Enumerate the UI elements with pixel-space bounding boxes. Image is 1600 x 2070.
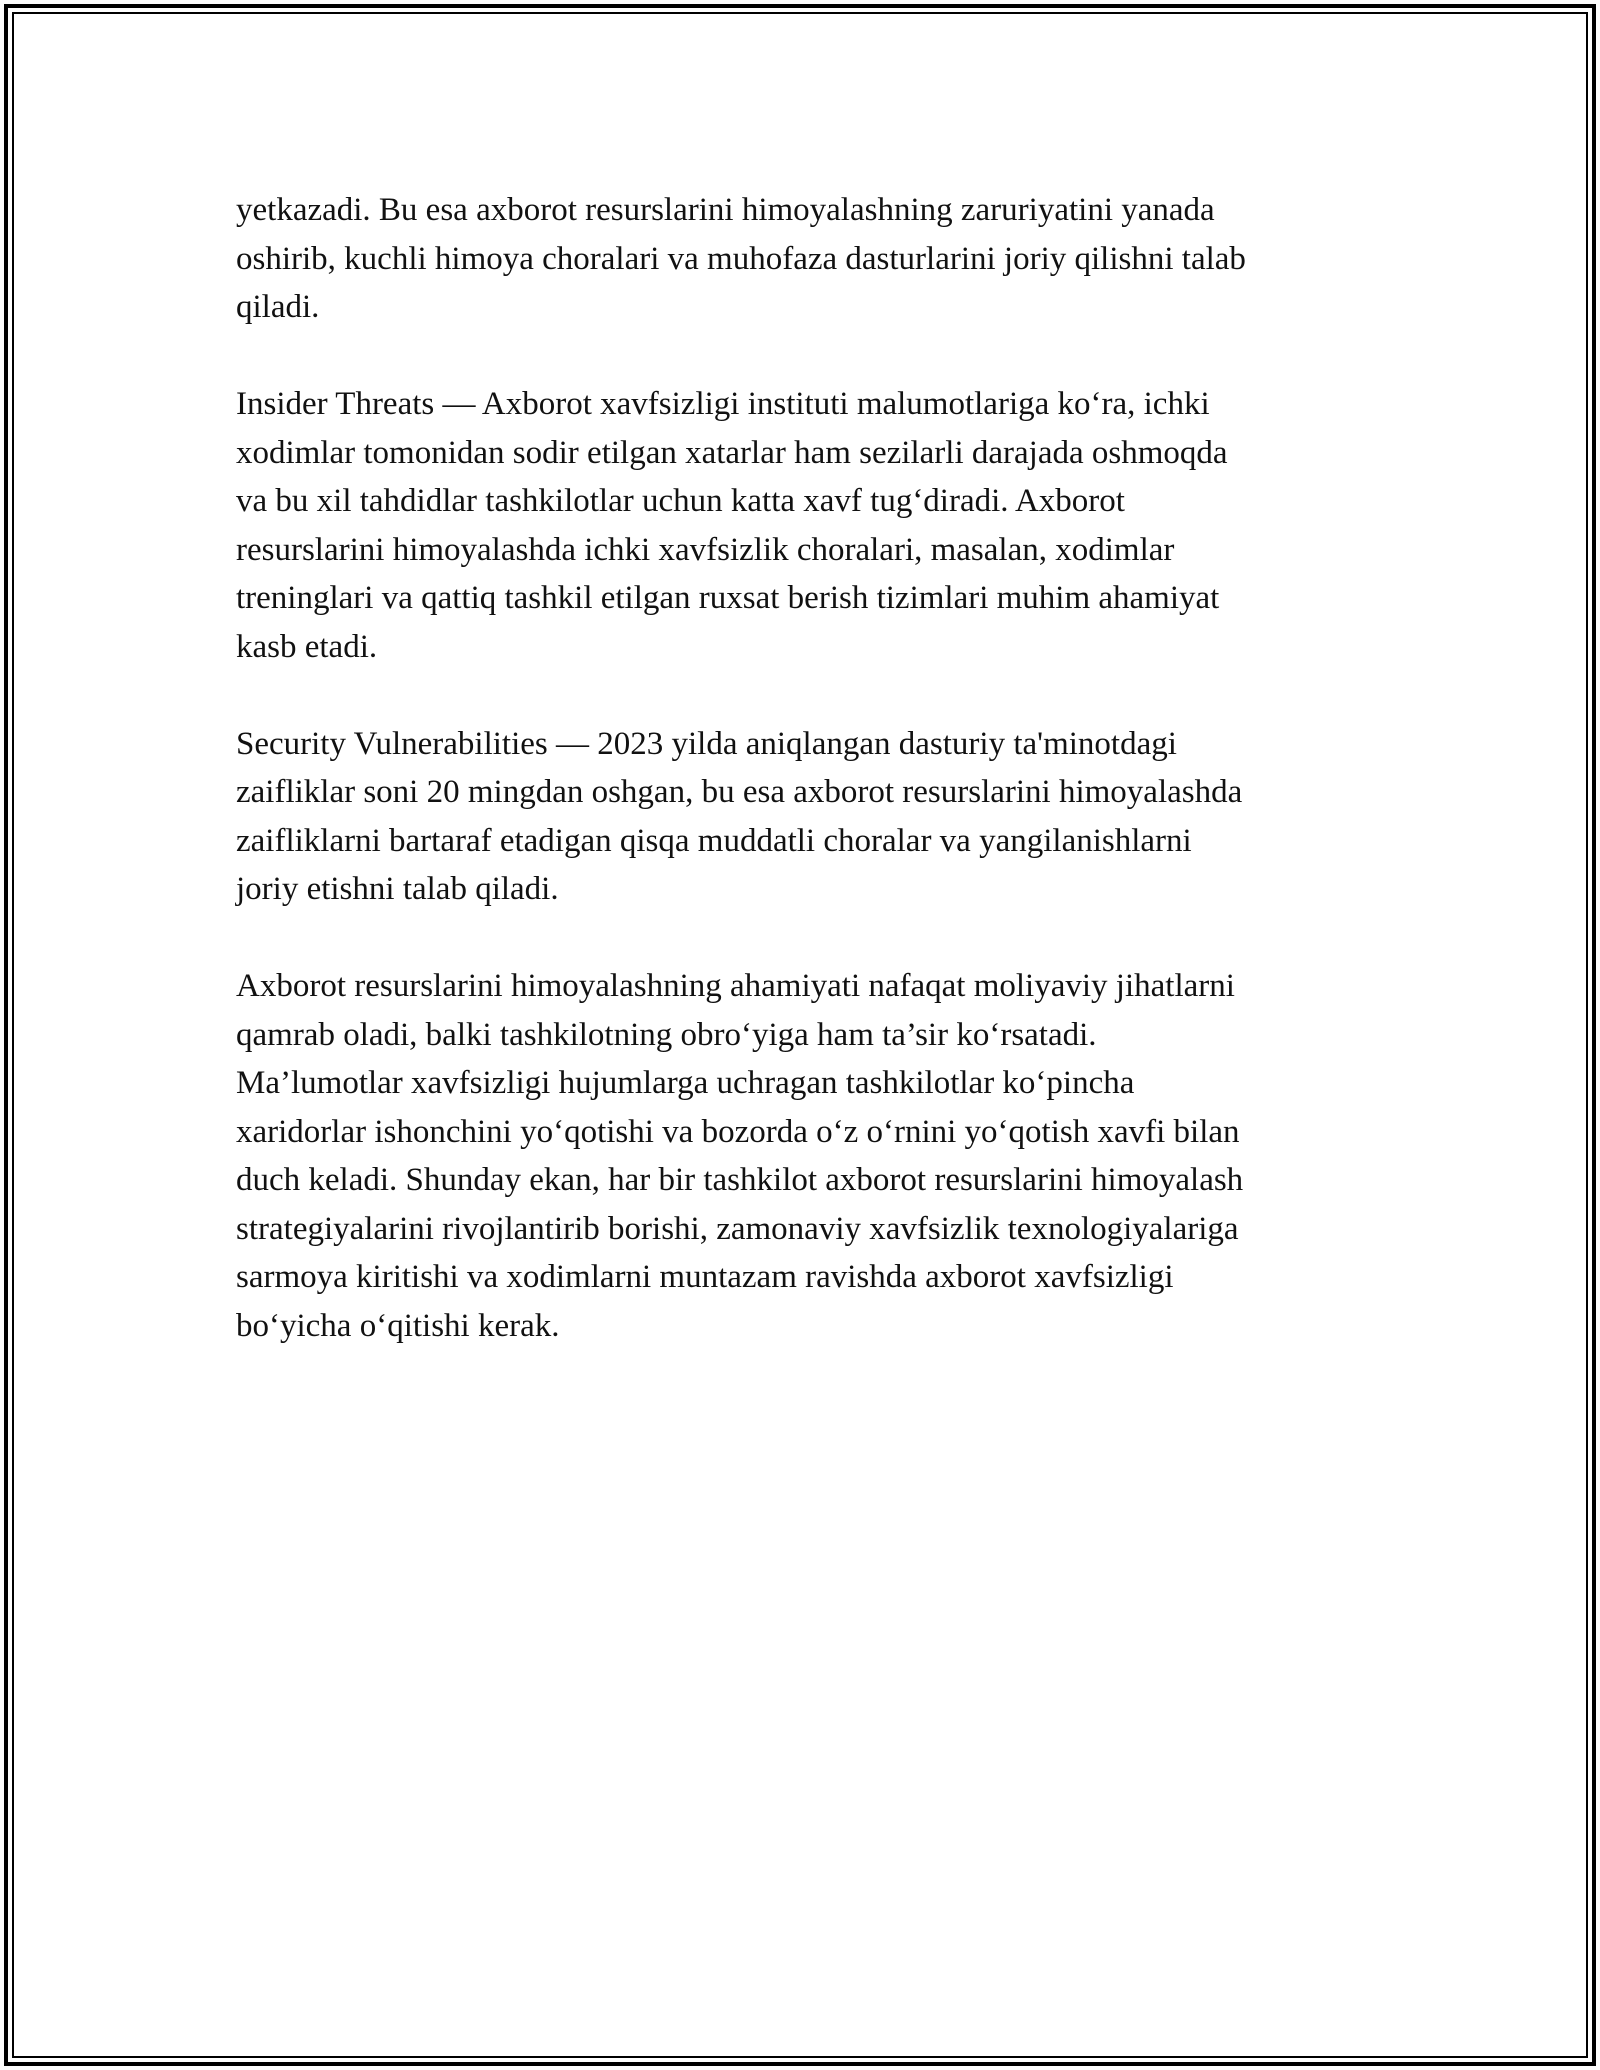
text-line: qiladi. [236,289,320,325]
text-line: xodimlar tomonidan sodir etilgan xatarlar ham sezilarli darajada oshmoqda [236,434,1228,471]
text-line: Ma’lumotlar xavfsizligi hujumlarga uchragan tashkilotlar koʻpincha [236,1065,1135,1101]
paragraph-conclusion [236,962,1376,1350]
text-line: yetkazadi. Bu esa axborot resurslarini himoyalashning zaruriyatini yanada [236,192,1215,228]
text-line: qamrab oladi, balki tashkilotning obroʻyiga ham ta’sir koʻrsatadi. [236,1016,1097,1053]
text-line: va bu xil tahdidlar tashkilotlar uchun katta xavf tugʻdiradi. Axborot [236,483,1125,519]
text-line: xaridorlar ishonchini yoʻqotishi va bozorda oʻz oʻrnini yoʻqotish xavfi bilan [236,1113,1240,1150]
text-line: kasb etadi. [236,628,378,665]
text-line: Security Vulnerabilities — 2023 yilda aniqlangan dasturiy ta'minotdagi [236,725,1177,762]
text-line: zaifliklar soni 20 mingdan oshgan, bu esa axborot resurslarini himoyalashda [236,774,1243,810]
paragraph-security-vulnerabilities [236,720,1376,914]
text-line: boʻyicha oʻqitishi kerak. [236,1307,560,1344]
text-line: joriy etishni talab qiladi. [236,871,559,907]
text-line: oshirib, kuchli himoya choralari va muhofaza dasturlarini joriy qilishni talab [236,240,1246,277]
text-line: resurslarini himoyalashda ichki xavfsizlik choralari, masalan, xodimlar [236,531,1175,568]
text-line: Axborot resurslarini himoyalashning ahamiyati nafaqat moliyaviy jihatlarni [236,968,1235,1004]
text-line: duch keladi. Shunday ekan, har bir tashkilot axborot resurslarini himoyalash [236,1162,1244,1198]
document-body [236,186,1376,1399]
text-line: Insider Threats — Axborot xavfsizligi instituti malumotlariga koʻra, ichki [236,386,1210,422]
paragraph-intro-continuation [236,186,1376,332]
text-line: sarmoya kiritishi va xodimlarni muntazam ravishda axborot xavfsizligi [236,1259,1174,1295]
text-line: zaifliklarni bartaraf etadigan qisqa muddatli choralar va yangilanishlarni [236,822,1192,859]
text-line: treninglari va qattiq tashkil etilgan ruxsat berish tizimlari muhim ahamiyat [236,580,1220,616]
text-line: strategiyalarini rivojlantirib borishi, zamonaviy xavfsizlik texnologiyalariga [236,1210,1239,1247]
paragraph-insider-threats [236,380,1376,671]
